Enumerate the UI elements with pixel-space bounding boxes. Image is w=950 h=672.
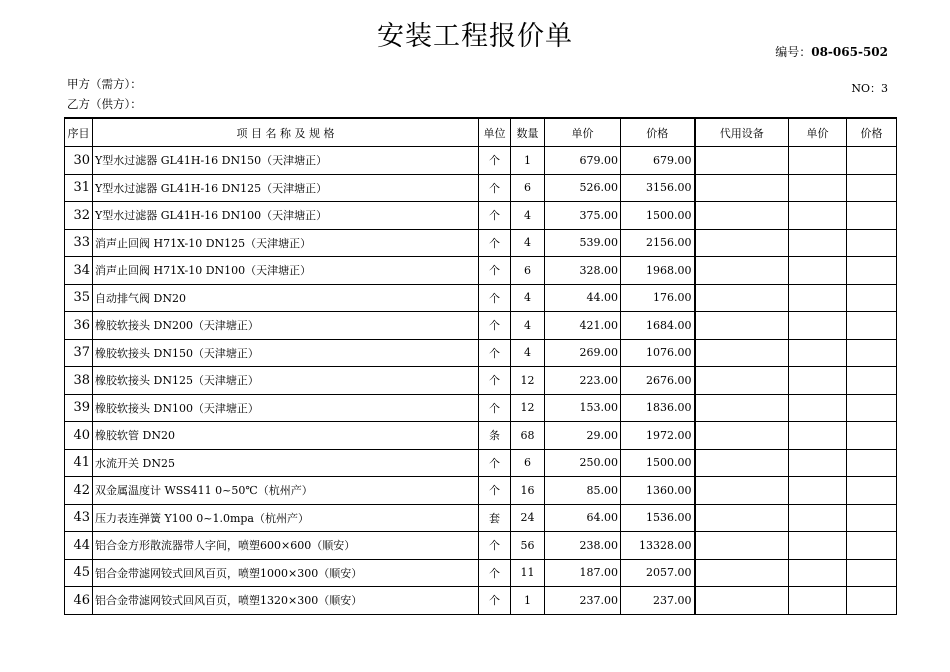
cell-alt-price — [789, 312, 847, 340]
cell-price: 64.00 — [545, 504, 621, 532]
header-price: 单价 — [545, 118, 621, 147]
cell-unit: 个 — [479, 449, 511, 477]
cell-alt-total — [847, 532, 897, 560]
cell-name: 橡胶软接头 DN125（天津塘正） — [93, 367, 479, 395]
cell-alt-price — [789, 532, 847, 560]
cell-unit: 个 — [479, 532, 511, 560]
cell-name: 橡胶软管 DN20 — [93, 422, 479, 450]
cell-name: 铝合金带滤网铰式回风百页，喷塑1000×300（顺安） — [93, 559, 479, 587]
cell-qty: 6 — [511, 174, 545, 202]
cell-name: 消声止回阀 H71X-10 DN100（天津塘正） — [93, 257, 479, 285]
cell-total: 1360.00 — [621, 477, 695, 505]
cell-total: 1972.00 — [621, 422, 695, 450]
table-row — [65, 202, 897, 230]
cell-price: 153.00 — [545, 394, 621, 422]
cell-qty: 56 — [511, 532, 545, 560]
cell-alt-price — [789, 394, 847, 422]
header-qty: 数量 — [511, 118, 545, 147]
party-a-label: 甲方（需方）： — [67, 77, 142, 91]
header-alt-price: 单价 — [789, 118, 847, 147]
cell-seq: 31 — [65, 174, 93, 202]
cell-alt-total — [847, 422, 897, 450]
cell-seq: 45 — [65, 559, 93, 587]
cell-qty: 6 — [511, 257, 545, 285]
cell-price: 269.00 — [545, 339, 621, 367]
quote-table-body — [65, 147, 897, 615]
cell-unit: 个 — [479, 477, 511, 505]
cell-alt-price — [789, 147, 847, 175]
cell-price: 85.00 — [545, 477, 621, 505]
table-row — [65, 587, 897, 615]
cell-qty: 1 — [511, 147, 545, 175]
cell-qty: 4 — [511, 202, 545, 230]
cell-qty: 12 — [511, 394, 545, 422]
cell-alt-equipment — [695, 284, 789, 312]
cell-unit: 条 — [479, 422, 511, 450]
cell-name: 铝合金带滤网铰式回风百页，喷塑1320×300（顺安） — [93, 587, 479, 615]
party-b-label: 乙方（供方）： — [67, 97, 142, 111]
cell-total: 13328.00 — [621, 532, 695, 560]
cell-total: 2057.00 — [621, 559, 695, 587]
header-total: 价格 — [621, 118, 695, 147]
cell-unit: 个 — [479, 174, 511, 202]
table-row — [65, 174, 897, 202]
document-code-label: 编号： — [775, 45, 812, 59]
table-row — [65, 394, 897, 422]
quote-table — [64, 117, 897, 615]
cell-unit: 个 — [479, 202, 511, 230]
cell-price: 187.00 — [545, 559, 621, 587]
cell-name: 橡胶软接头 DN100（天津塘正） — [93, 394, 479, 422]
cell-alt-price — [789, 284, 847, 312]
cell-alt-equipment — [695, 532, 789, 560]
cell-alt-price — [789, 174, 847, 202]
header-alt-equipment: 代用设备 — [695, 118, 789, 147]
cell-alt-price — [789, 559, 847, 587]
cell-total: 1500.00 — [621, 449, 695, 477]
cell-price: 44.00 — [545, 284, 621, 312]
cell-unit: 个 — [479, 394, 511, 422]
quote-table-header — [65, 118, 897, 147]
cell-unit: 个 — [479, 229, 511, 257]
cell-alt-equipment — [695, 174, 789, 202]
cell-total: 237.00 — [621, 587, 695, 615]
cell-total: 1076.00 — [621, 339, 695, 367]
cell-name: 消声止回阀 H71X-10 DN125（天津塘正） — [93, 229, 479, 257]
cell-seq: 44 — [65, 532, 93, 560]
table-row — [65, 559, 897, 587]
cell-unit: 个 — [479, 257, 511, 285]
header-seq: 序目 — [65, 118, 93, 147]
cell-unit: 个 — [479, 339, 511, 367]
cell-total: 679.00 — [621, 147, 695, 175]
table-row — [65, 477, 897, 505]
cell-name: 水流开关 DN25 — [93, 449, 479, 477]
cell-name: 自动排气阀 DN20 — [93, 284, 479, 312]
document-code — [775, 43, 888, 60]
cell-alt-equipment — [695, 504, 789, 532]
cell-qty: 4 — [511, 339, 545, 367]
document-number: NO：3 — [851, 82, 888, 95]
header-alt-total: 价格 — [847, 118, 897, 147]
cell-total: 1836.00 — [621, 394, 695, 422]
cell-price: 539.00 — [545, 229, 621, 257]
table-row — [65, 257, 897, 285]
cell-seq: 40 — [65, 422, 93, 450]
cell-qty: 4 — [511, 229, 545, 257]
cell-alt-total — [847, 477, 897, 505]
cell-unit: 个 — [479, 312, 511, 340]
cell-qty: 4 — [511, 312, 545, 340]
cell-seq: 33 — [65, 229, 93, 257]
cell-seq: 30 — [65, 147, 93, 175]
cell-name: 橡胶软接头 DN150（天津塘正） — [93, 339, 479, 367]
cell-qty: 6 — [511, 449, 545, 477]
cell-alt-equipment — [695, 257, 789, 285]
table-row — [65, 339, 897, 367]
cell-qty: 4 — [511, 284, 545, 312]
cell-seq: 41 — [65, 449, 93, 477]
cell-price: 238.00 — [545, 532, 621, 560]
cell-unit: 个 — [479, 559, 511, 587]
cell-alt-price — [789, 229, 847, 257]
cell-price: 237.00 — [545, 587, 621, 615]
document-code-value: 08-065-502 — [811, 45, 888, 59]
table-row — [65, 449, 897, 477]
cell-seq: 42 — [65, 477, 93, 505]
table-row — [65, 422, 897, 450]
cell-name: 铝合金方形散流器带人字间，喷塑600×600（顺安） — [93, 532, 479, 560]
cell-seq: 35 — [65, 284, 93, 312]
cell-alt-total — [847, 449, 897, 477]
cell-total: 2156.00 — [621, 229, 695, 257]
cell-price: 223.00 — [545, 367, 621, 395]
cell-price: 421.00 — [545, 312, 621, 340]
cell-alt-total — [847, 559, 897, 587]
cell-name: Y型水过滤器 GL41H-16 DN100（天津塘正） — [93, 202, 479, 230]
cell-alt-price — [789, 504, 847, 532]
cell-alt-equipment — [695, 367, 789, 395]
table-row — [65, 504, 897, 532]
document-title: 安装工程报价单 — [377, 21, 573, 52]
cell-alt-total — [847, 339, 897, 367]
cell-qty: 12 — [511, 367, 545, 395]
cell-alt-equipment — [695, 394, 789, 422]
cell-name: Y型水过滤器 GL41H-16 DN125（天津塘正） — [93, 174, 479, 202]
cell-total: 1536.00 — [621, 504, 695, 532]
cell-alt-equipment — [695, 422, 789, 450]
table-row — [65, 284, 897, 312]
header-unit: 单位 — [479, 118, 511, 147]
table-row — [65, 147, 897, 175]
cell-qty: 1 — [511, 587, 545, 615]
cell-alt-equipment — [695, 339, 789, 367]
cell-unit: 个 — [479, 284, 511, 312]
cell-alt-equipment — [695, 202, 789, 230]
cell-alt-equipment — [695, 312, 789, 340]
cell-alt-price — [789, 449, 847, 477]
cell-qty: 11 — [511, 559, 545, 587]
cell-unit: 套 — [479, 504, 511, 532]
cell-alt-price — [789, 367, 847, 395]
cell-alt-total — [847, 202, 897, 230]
cell-alt-total — [847, 587, 897, 615]
header-name: 项 目 名 称 及 规 格 — [93, 118, 479, 147]
cell-price: 29.00 — [545, 422, 621, 450]
cell-price: 679.00 — [545, 147, 621, 175]
cell-total: 176.00 — [621, 284, 695, 312]
cell-name: Y型水过滤器 GL41H-16 DN150（天津塘正） — [93, 147, 479, 175]
cell-name: 双金属温度计 WSS411 0~50℃（杭州产） — [93, 477, 479, 505]
cell-seq: 34 — [65, 257, 93, 285]
cell-seq: 37 — [65, 339, 93, 367]
cell-total: 1500.00 — [621, 202, 695, 230]
cell-alt-total — [847, 394, 897, 422]
cell-alt-equipment — [695, 147, 789, 175]
cell-alt-total — [847, 147, 897, 175]
cell-total: 1968.00 — [621, 257, 695, 285]
cell-alt-price — [789, 587, 847, 615]
cell-alt-price — [789, 339, 847, 367]
cell-seq: 38 — [65, 367, 93, 395]
cell-seq: 43 — [65, 504, 93, 532]
cell-qty: 16 — [511, 477, 545, 505]
cell-alt-equipment — [695, 229, 789, 257]
cell-alt-total — [847, 284, 897, 312]
cell-total: 1684.00 — [621, 312, 695, 340]
cell-price: 375.00 — [545, 202, 621, 230]
cell-alt-total — [847, 174, 897, 202]
table-row — [65, 367, 897, 395]
cell-name: 橡胶软接头 DN200（天津塘正） — [93, 312, 479, 340]
cell-seq: 32 — [65, 202, 93, 230]
cell-price: 328.00 — [545, 257, 621, 285]
cell-alt-price — [789, 257, 847, 285]
cell-alt-price — [789, 477, 847, 505]
table-row — [65, 229, 897, 257]
cell-alt-price — [789, 422, 847, 450]
cell-name: 压力表连弹簧 Y100 0~1.0mpa（杭州产） — [93, 504, 479, 532]
cell-seq: 39 — [65, 394, 93, 422]
cell-alt-total — [847, 504, 897, 532]
cell-alt-equipment — [695, 449, 789, 477]
cell-total: 2676.00 — [621, 367, 695, 395]
cell-price: 250.00 — [545, 449, 621, 477]
cell-unit: 个 — [479, 147, 511, 175]
cell-alt-equipment — [695, 587, 789, 615]
cell-alt-price — [789, 202, 847, 230]
cell-alt-total — [847, 367, 897, 395]
table-row — [65, 532, 897, 560]
cell-alt-total — [847, 312, 897, 340]
cell-qty: 24 — [511, 504, 545, 532]
cell-alt-total — [847, 229, 897, 257]
cell-unit: 个 — [479, 587, 511, 615]
cell-seq: 46 — [65, 587, 93, 615]
cell-total: 3156.00 — [621, 174, 695, 202]
cell-seq: 36 — [65, 312, 93, 340]
cell-alt-total — [847, 257, 897, 285]
cell-alt-equipment — [695, 559, 789, 587]
cell-alt-equipment — [695, 477, 789, 505]
cell-price: 526.00 — [545, 174, 621, 202]
cell-unit: 个 — [479, 367, 511, 395]
table-row — [65, 312, 897, 340]
cell-qty: 68 — [511, 422, 545, 450]
